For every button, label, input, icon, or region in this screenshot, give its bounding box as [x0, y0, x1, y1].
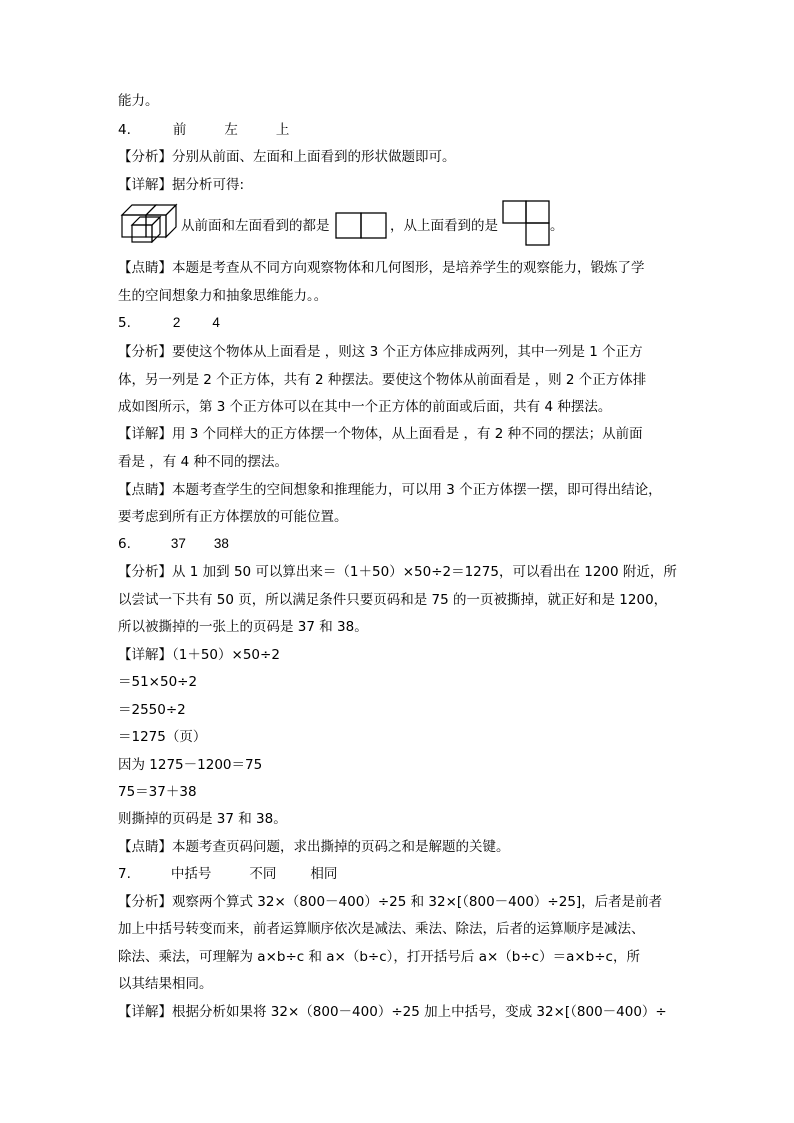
answer-blank: 4: [212, 315, 220, 330]
comment-line: 【点睛】本题是考查从不同方向观察物体和几何图形，是培养学生的观察能力，锻炼了学: [118, 260, 645, 276]
question-number: 7.: [118, 866, 131, 882]
comment-line: 生的空间想象力和抽象思维能力。。: [118, 288, 328, 304]
answer-blank: 左: [224, 122, 238, 138]
text-line: 能力。: [118, 93, 159, 109]
comment-line: 【点睛】本题考查学生的空间想象和推理能力，可以用 3 个正方体摆一摆，即可得出结论，: [118, 482, 662, 498]
comment-line: 要考虑到所有正方体摆放的可能位置。: [118, 509, 348, 525]
figure-caption-3: 。: [550, 218, 564, 234]
analysis-line: 所以被撕掉的一张上的页码是 37 和 38。: [118, 619, 368, 635]
detail-line: 75＝37＋38: [118, 784, 197, 800]
answer-blank: 2: [172, 315, 181, 330]
analysis-line: 【分析】要使这个物体从上面看是 ，则这 3 个正方体应排成两列，其中一列是 1 个正方: [118, 344, 643, 360]
comment-line: 【点睛】本题考查页码问题，求出撕掉的页码之和是解题的关键。: [118, 839, 510, 855]
detail-line: 因为 1275－1200＝75: [118, 757, 263, 773]
analysis-line: 【分析】从 1 加到 50 可以算出来＝（1＋50）×50÷2＝1275，可以看出在 1200 附近，所: [118, 564, 677, 580]
detail-line: 【详解】据分析可得:: [118, 177, 245, 193]
figure-caption-2: ，从上面看到的是: [390, 218, 498, 234]
detail-line: 【详解】根据分析如果将 32×（800－400）÷25 加上中括号，变成 32×[（800－400）÷: [118, 1004, 667, 1020]
analysis-line: 【分析】分别从前面、左面和上面看到的形状做题即可。: [118, 149, 456, 165]
analysis-line: 【分析】观察两个算式 32×（800－400）÷25 和 32×[（800－400）÷25]，后者是前者: [118, 894, 663, 910]
detail-line: ＝1275（页）: [118, 729, 207, 745]
answer-blank: 中括号: [170, 866, 212, 882]
answer-blank: 38: [213, 536, 229, 551]
detail-line: 【详解】用 3 个同样大的正方体摆一个物体，从上面看是 ，有 2 种不同的摆法；从前面: [118, 426, 643, 442]
analysis-line: 以尝试一下共有 50 页，所以满足条件只要页码和是 75 的一页被撕掉，就正好和是 1200，: [118, 592, 668, 608]
question-number: 5.: [118, 315, 131, 331]
top-view-figure: [502, 200, 550, 246]
question-6-answer-line: [118, 535, 229, 553]
detail-line: 则撕掉的页码是 37 和 38。: [118, 811, 287, 827]
detail-line: ＝51×50÷2: [118, 674, 198, 690]
cube-stack-figure: [118, 201, 180, 243]
question-number: 4.: [118, 122, 131, 138]
answer-blank: 不同: [249, 866, 277, 882]
analysis-line: 除法、乘法，可理解为 a×b÷c 和 a×（b÷c），打开括号后 a×（b÷c）＝a×b÷c，所: [118, 949, 640, 965]
front-view-figure: [335, 212, 387, 239]
detail-line: 【详解】（1＋50）×50÷2: [118, 647, 280, 663]
question-7-answer-line: [118, 865, 337, 883]
analysis-line: 以其结果相同。: [118, 976, 213, 992]
figure-caption-1: 从前面和左面看到的都是: [181, 218, 330, 234]
detail-line: ＝2550÷2: [118, 702, 186, 718]
analysis-line: 加上中括号转变而来，前者运算顺序依次是减法、乘法、除法，后者的运算顺序是减法、: [118, 921, 645, 937]
detail-line: 看是 ，有 4 种不同的摆法。: [118, 454, 288, 470]
answer-blank: 前: [172, 122, 187, 138]
answer-blank: 上: [275, 122, 290, 138]
analysis-line: 体，另一列是 2 个正方体，共有 2 种摆法。要使这个物体从前面看是 ，则 2 个正方体排: [118, 372, 647, 388]
question-4-answer-line: [118, 121, 289, 139]
analysis-line: 成如图所示，第 3 个正方体可以在其中一个正方体的前面或后面，共有 4 种摆法。: [118, 399, 612, 415]
question-5-answer-line: [118, 314, 220, 332]
question-number: 6.: [118, 536, 131, 552]
answer-blank: 相同: [310, 866, 338, 882]
answer-blank: 37: [170, 536, 186, 551]
